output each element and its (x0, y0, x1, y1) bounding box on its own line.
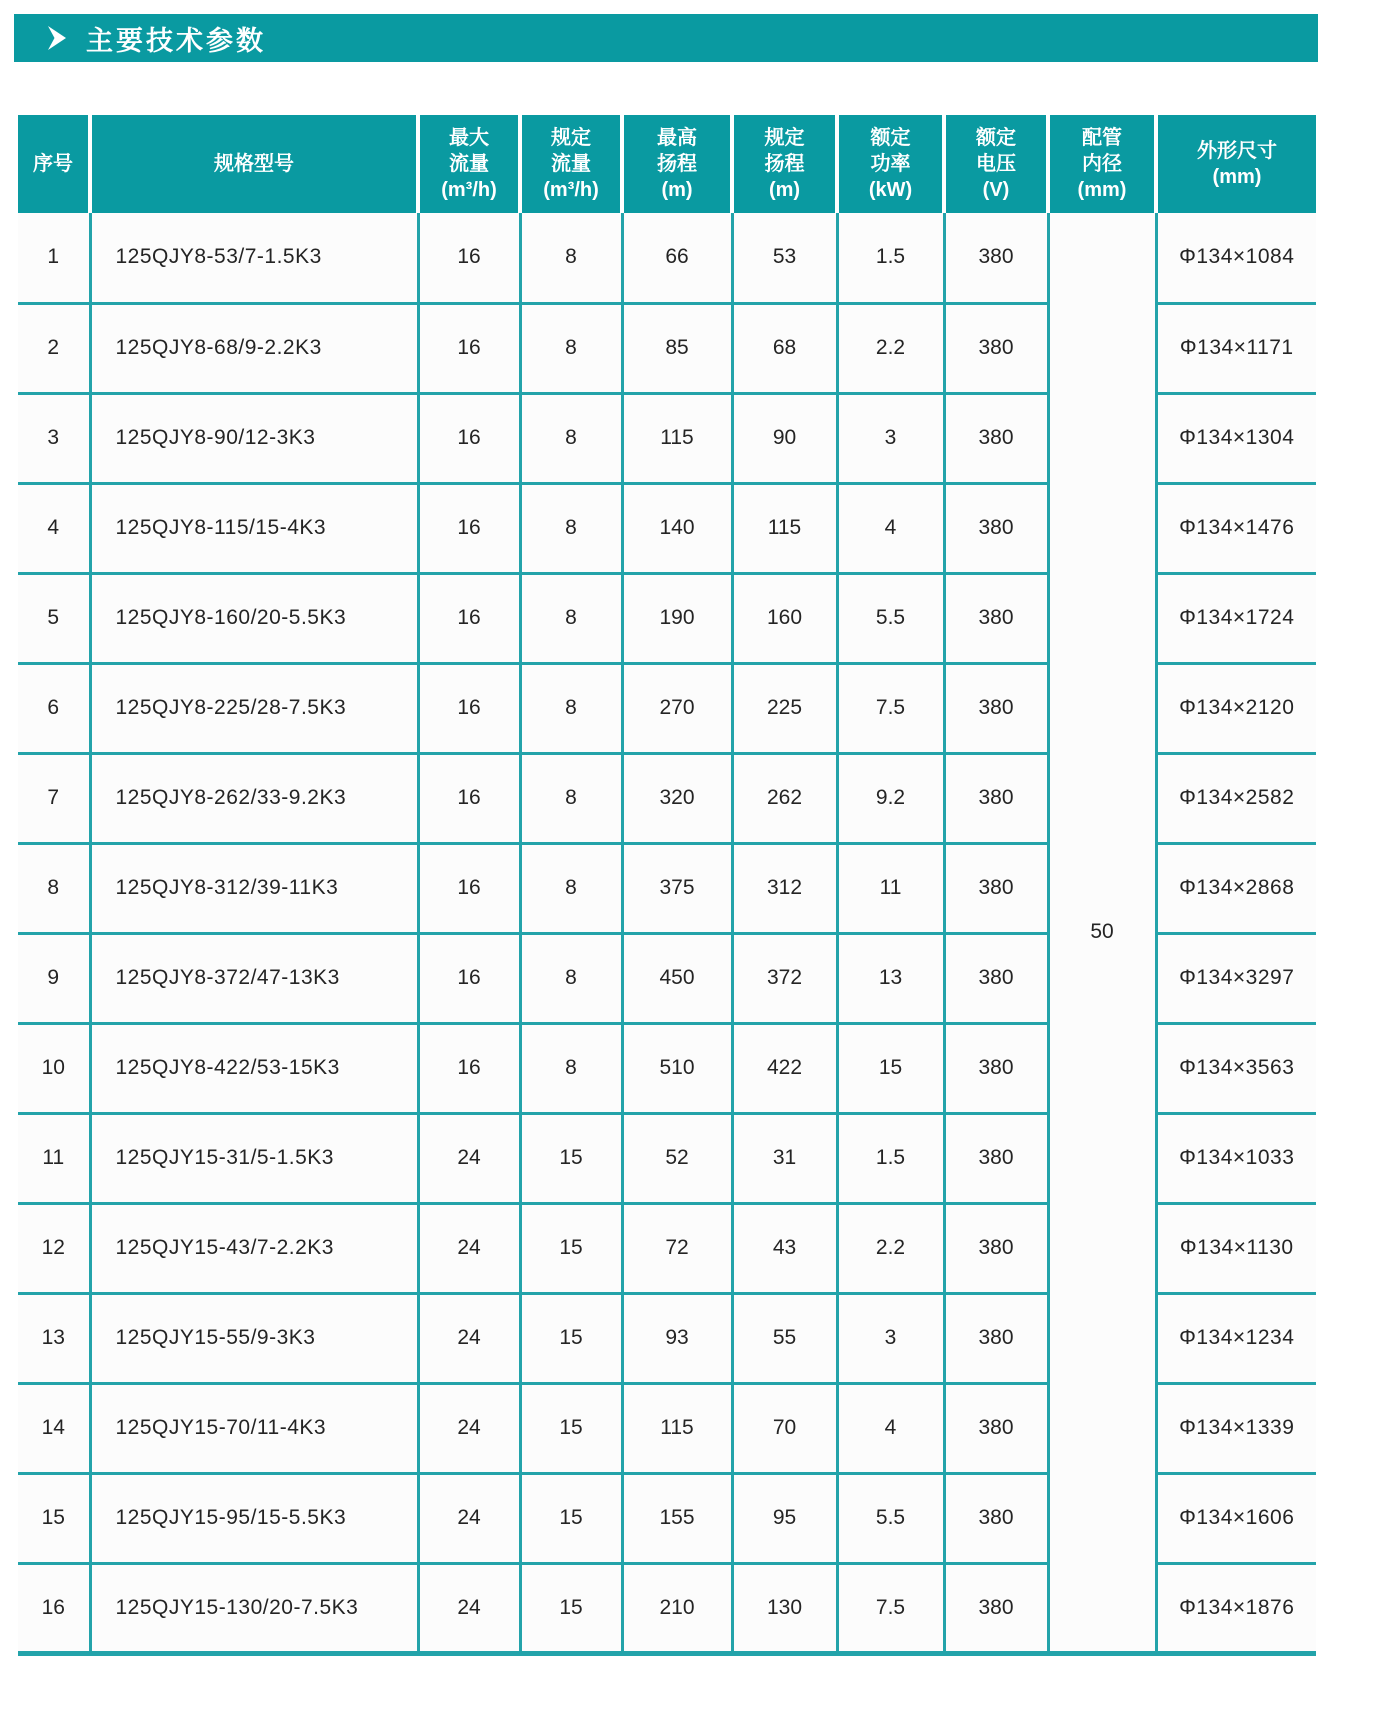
cell-model: 125QJY8-53/7-1.5K3 (90, 213, 418, 303)
cell-rated-flow: 15 (520, 1473, 622, 1563)
cell-rated-flow: 8 (520, 213, 622, 303)
cell-model: 125QJY8-372/47-13K3 (90, 933, 418, 1023)
chevron-right-icon (46, 24, 68, 52)
column-header-rated-power: 额定 功率 (kW) (837, 115, 944, 213)
cell-dimensions: Φ134×2120 (1156, 663, 1316, 753)
cell-rated-power: 3 (837, 1293, 944, 1383)
cell-dimensions: Φ134×1304 (1156, 393, 1316, 483)
cell-rated-head: 95 (732, 1473, 837, 1563)
cell-model: 125QJY15-95/15-5.5K3 (90, 1473, 418, 1563)
cell-rated-voltage: 380 (944, 1563, 1048, 1653)
cell-rated-power: 5.5 (837, 573, 944, 663)
cell-rated-voltage: 380 (944, 1113, 1048, 1203)
cell-no: 11 (18, 1113, 90, 1203)
cell-dimensions: Φ134×1339 (1156, 1383, 1316, 1473)
cell-rated-power: 7.5 (837, 1563, 944, 1653)
cell-no: 13 (18, 1293, 90, 1383)
cell-no: 6 (18, 663, 90, 753)
column-header-rated-voltage: 额定 电压 (V) (944, 115, 1048, 213)
cell-max-head: 155 (622, 1473, 732, 1563)
cell-no: 2 (18, 303, 90, 393)
cell-rated-voltage: 380 (944, 483, 1048, 573)
cell-rated-voltage: 380 (944, 573, 1048, 663)
cell-dimensions: Φ134×3297 (1156, 933, 1316, 1023)
cell-rated-head: 55 (732, 1293, 837, 1383)
cell-model: 125QJY8-90/12-3K3 (90, 393, 418, 483)
cell-rated-voltage: 380 (944, 1383, 1048, 1473)
cell-model: 125QJY15-43/7-2.2K3 (90, 1203, 418, 1293)
cell-rated-head: 130 (732, 1563, 837, 1653)
cell-no: 12 (18, 1203, 90, 1293)
cell-max-flow: 16 (418, 393, 520, 483)
cell-rated-voltage: 380 (944, 213, 1048, 303)
cell-rated-head: 160 (732, 573, 837, 663)
column-header-rated-flow: 规定 流量 (m³/h) (520, 115, 622, 213)
cell-max-head: 85 (622, 303, 732, 393)
cell-max-head: 375 (622, 843, 732, 933)
cell-model: 125QJY15-55/9-3K3 (90, 1293, 418, 1383)
cell-max-head: 115 (622, 1383, 732, 1473)
cell-max-flow: 16 (418, 843, 520, 933)
cell-no: 4 (18, 483, 90, 573)
cell-rated-flow: 8 (520, 843, 622, 933)
column-header-max-head: 最高 扬程 (m) (622, 115, 732, 213)
table-row (18, 213, 1316, 303)
cell-rated-flow: 15 (520, 1203, 622, 1293)
cell-rated-voltage: 380 (944, 1023, 1048, 1113)
cell-no: 8 (18, 843, 90, 933)
cell-model: 125QJY8-262/33-9.2K3 (90, 753, 418, 843)
cell-rated-flow: 8 (520, 483, 622, 573)
cell-no: 3 (18, 393, 90, 483)
cell-dimensions: Φ134×1234 (1156, 1293, 1316, 1383)
cell-max-flow: 16 (418, 663, 520, 753)
cell-rated-head: 70 (732, 1383, 837, 1473)
cell-rated-power: 1.5 (837, 213, 944, 303)
cell-dimensions: Φ134×1606 (1156, 1473, 1316, 1563)
cell-max-flow: 24 (418, 1293, 520, 1383)
cell-rated-voltage: 380 (944, 933, 1048, 1023)
cell-rated-power: 2.2 (837, 1203, 944, 1293)
cell-rated-power: 4 (837, 483, 944, 573)
cell-rated-voltage: 380 (944, 393, 1048, 483)
table-body (18, 213, 1316, 1653)
cell-rated-power: 11 (837, 843, 944, 933)
cell-max-head: 93 (622, 1293, 732, 1383)
cell-rated-power: 9.2 (837, 753, 944, 843)
cell-rated-voltage: 380 (944, 1293, 1048, 1383)
cell-rated-flow: 8 (520, 393, 622, 483)
cell-dimensions: Φ134×2582 (1156, 753, 1316, 843)
cell-rated-power: 15 (837, 1023, 944, 1113)
cell-max-head: 270 (622, 663, 732, 753)
cell-no: 14 (18, 1383, 90, 1473)
cell-rated-flow: 8 (520, 303, 622, 393)
cell-model: 125QJY15-70/11-4K3 (90, 1383, 418, 1473)
column-header-max-flow: 最大 流量 (m³/h) (418, 115, 520, 213)
cell-max-head: 66 (622, 213, 732, 303)
cell-no: 10 (18, 1023, 90, 1113)
section-title-bar (14, 14, 1318, 62)
cell-max-flow: 24 (418, 1473, 520, 1563)
cell-rated-head: 372 (732, 933, 837, 1023)
cell-dimensions: Φ134×1724 (1156, 573, 1316, 663)
cell-dimensions: Φ134×1033 (1156, 1113, 1316, 1203)
cell-max-head: 210 (622, 1563, 732, 1653)
cell-dimensions: Φ134×1084 (1156, 213, 1316, 303)
cell-max-head: 510 (622, 1023, 732, 1113)
cell-max-head: 190 (622, 573, 732, 663)
cell-rated-voltage: 380 (944, 663, 1048, 753)
cell-rated-head: 68 (732, 303, 837, 393)
cell-max-flow: 16 (418, 303, 520, 393)
cell-rated-flow: 8 (520, 753, 622, 843)
cell-dimensions: Φ134×1171 (1156, 303, 1316, 393)
cell-rated-power: 2.2 (837, 303, 944, 393)
cell-max-flow: 16 (418, 753, 520, 843)
cell-max-flow: 16 (418, 573, 520, 663)
cell-dimensions: Φ134×1476 (1156, 483, 1316, 573)
cell-pipe-bore: 50 (1048, 213, 1156, 1653)
cell-rated-head: 422 (732, 1023, 837, 1113)
cell-model: 125QJY8-160/20-5.5K3 (90, 573, 418, 663)
cell-rated-head: 90 (732, 393, 837, 483)
cell-model: 125QJY8-422/53-15K3 (90, 1023, 418, 1113)
cell-rated-head: 225 (732, 663, 837, 753)
column-header-dimensions: 外形尺寸 (mm) (1156, 115, 1316, 213)
cell-rated-flow: 8 (520, 1023, 622, 1113)
cell-no: 5 (18, 573, 90, 663)
cell-rated-power: 5.5 (837, 1473, 944, 1563)
cell-no: 9 (18, 933, 90, 1023)
cell-rated-power: 1.5 (837, 1113, 944, 1203)
section-title: 主要技术参数 (86, 25, 266, 56)
cell-rated-voltage: 380 (944, 1203, 1048, 1293)
column-header-pipe-bore: 配管 内径 (mm) (1048, 115, 1156, 213)
cell-max-head: 450 (622, 933, 732, 1023)
cell-rated-head: 115 (732, 483, 837, 573)
cell-rated-head: 262 (732, 753, 837, 843)
cell-max-flow: 16 (418, 483, 520, 573)
cell-rated-voltage: 380 (944, 1473, 1048, 1563)
cell-rated-head: 43 (732, 1203, 837, 1293)
cell-model: 125QJY8-68/9-2.2K3 (90, 303, 418, 393)
cell-max-head: 140 (622, 483, 732, 573)
cell-rated-flow: 8 (520, 933, 622, 1023)
cell-model: 125QJY15-31/5-1.5K3 (90, 1113, 418, 1203)
cell-rated-power: 7.5 (837, 663, 944, 753)
cell-no: 15 (18, 1473, 90, 1563)
cell-rated-flow: 15 (520, 1383, 622, 1473)
cell-max-flow: 24 (418, 1113, 520, 1203)
cell-rated-power: 3 (837, 393, 944, 483)
cell-rated-flow: 8 (520, 573, 622, 663)
cell-rated-flow: 8 (520, 663, 622, 753)
cell-rated-voltage: 380 (944, 753, 1048, 843)
spec-table (18, 115, 1316, 1656)
cell-max-flow: 24 (418, 1563, 520, 1653)
cell-rated-flow: 15 (520, 1293, 622, 1383)
cell-max-flow: 16 (418, 1023, 520, 1113)
table-header-row (18, 115, 1316, 213)
cell-no: 16 (18, 1563, 90, 1653)
cell-rated-voltage: 380 (944, 303, 1048, 393)
cell-rated-flow: 15 (520, 1113, 622, 1203)
cell-max-head: 52 (622, 1113, 732, 1203)
cell-model: 125QJY8-225/28-7.5K3 (90, 663, 418, 753)
cell-rated-head: 312 (732, 843, 837, 933)
cell-max-flow: 24 (418, 1203, 520, 1293)
cell-rated-head: 31 (732, 1113, 837, 1203)
cell-dimensions: Φ134×3563 (1156, 1023, 1316, 1113)
cell-max-head: 115 (622, 393, 732, 483)
cell-rated-power: 13 (837, 933, 944, 1023)
cell-dimensions: Φ134×2868 (1156, 843, 1316, 933)
cell-rated-power: 4 (837, 1383, 944, 1473)
column-header-rated-head: 规定 扬程 (m) (732, 115, 837, 213)
cell-dimensions: Φ134×1876 (1156, 1563, 1316, 1653)
cell-no: 7 (18, 753, 90, 843)
cell-model: 125QJY15-130/20-7.5K3 (90, 1563, 418, 1653)
cell-rated-head: 53 (732, 213, 837, 303)
cell-max-head: 72 (622, 1203, 732, 1293)
cell-no: 1 (18, 213, 90, 303)
cell-max-flow: 16 (418, 213, 520, 303)
cell-model: 125QJY8-312/39-11K3 (90, 843, 418, 933)
cell-dimensions: Φ134×1130 (1156, 1203, 1316, 1293)
cell-rated-flow: 15 (520, 1563, 622, 1653)
cell-model: 125QJY8-115/15-4K3 (90, 483, 418, 573)
column-header-model: 规格型号 (90, 115, 418, 213)
column-header-no: 序号 (18, 115, 90, 213)
cell-max-flow: 16 (418, 933, 520, 1023)
cell-rated-voltage: 380 (944, 843, 1048, 933)
cell-max-flow: 24 (418, 1383, 520, 1473)
cell-max-head: 320 (622, 753, 732, 843)
